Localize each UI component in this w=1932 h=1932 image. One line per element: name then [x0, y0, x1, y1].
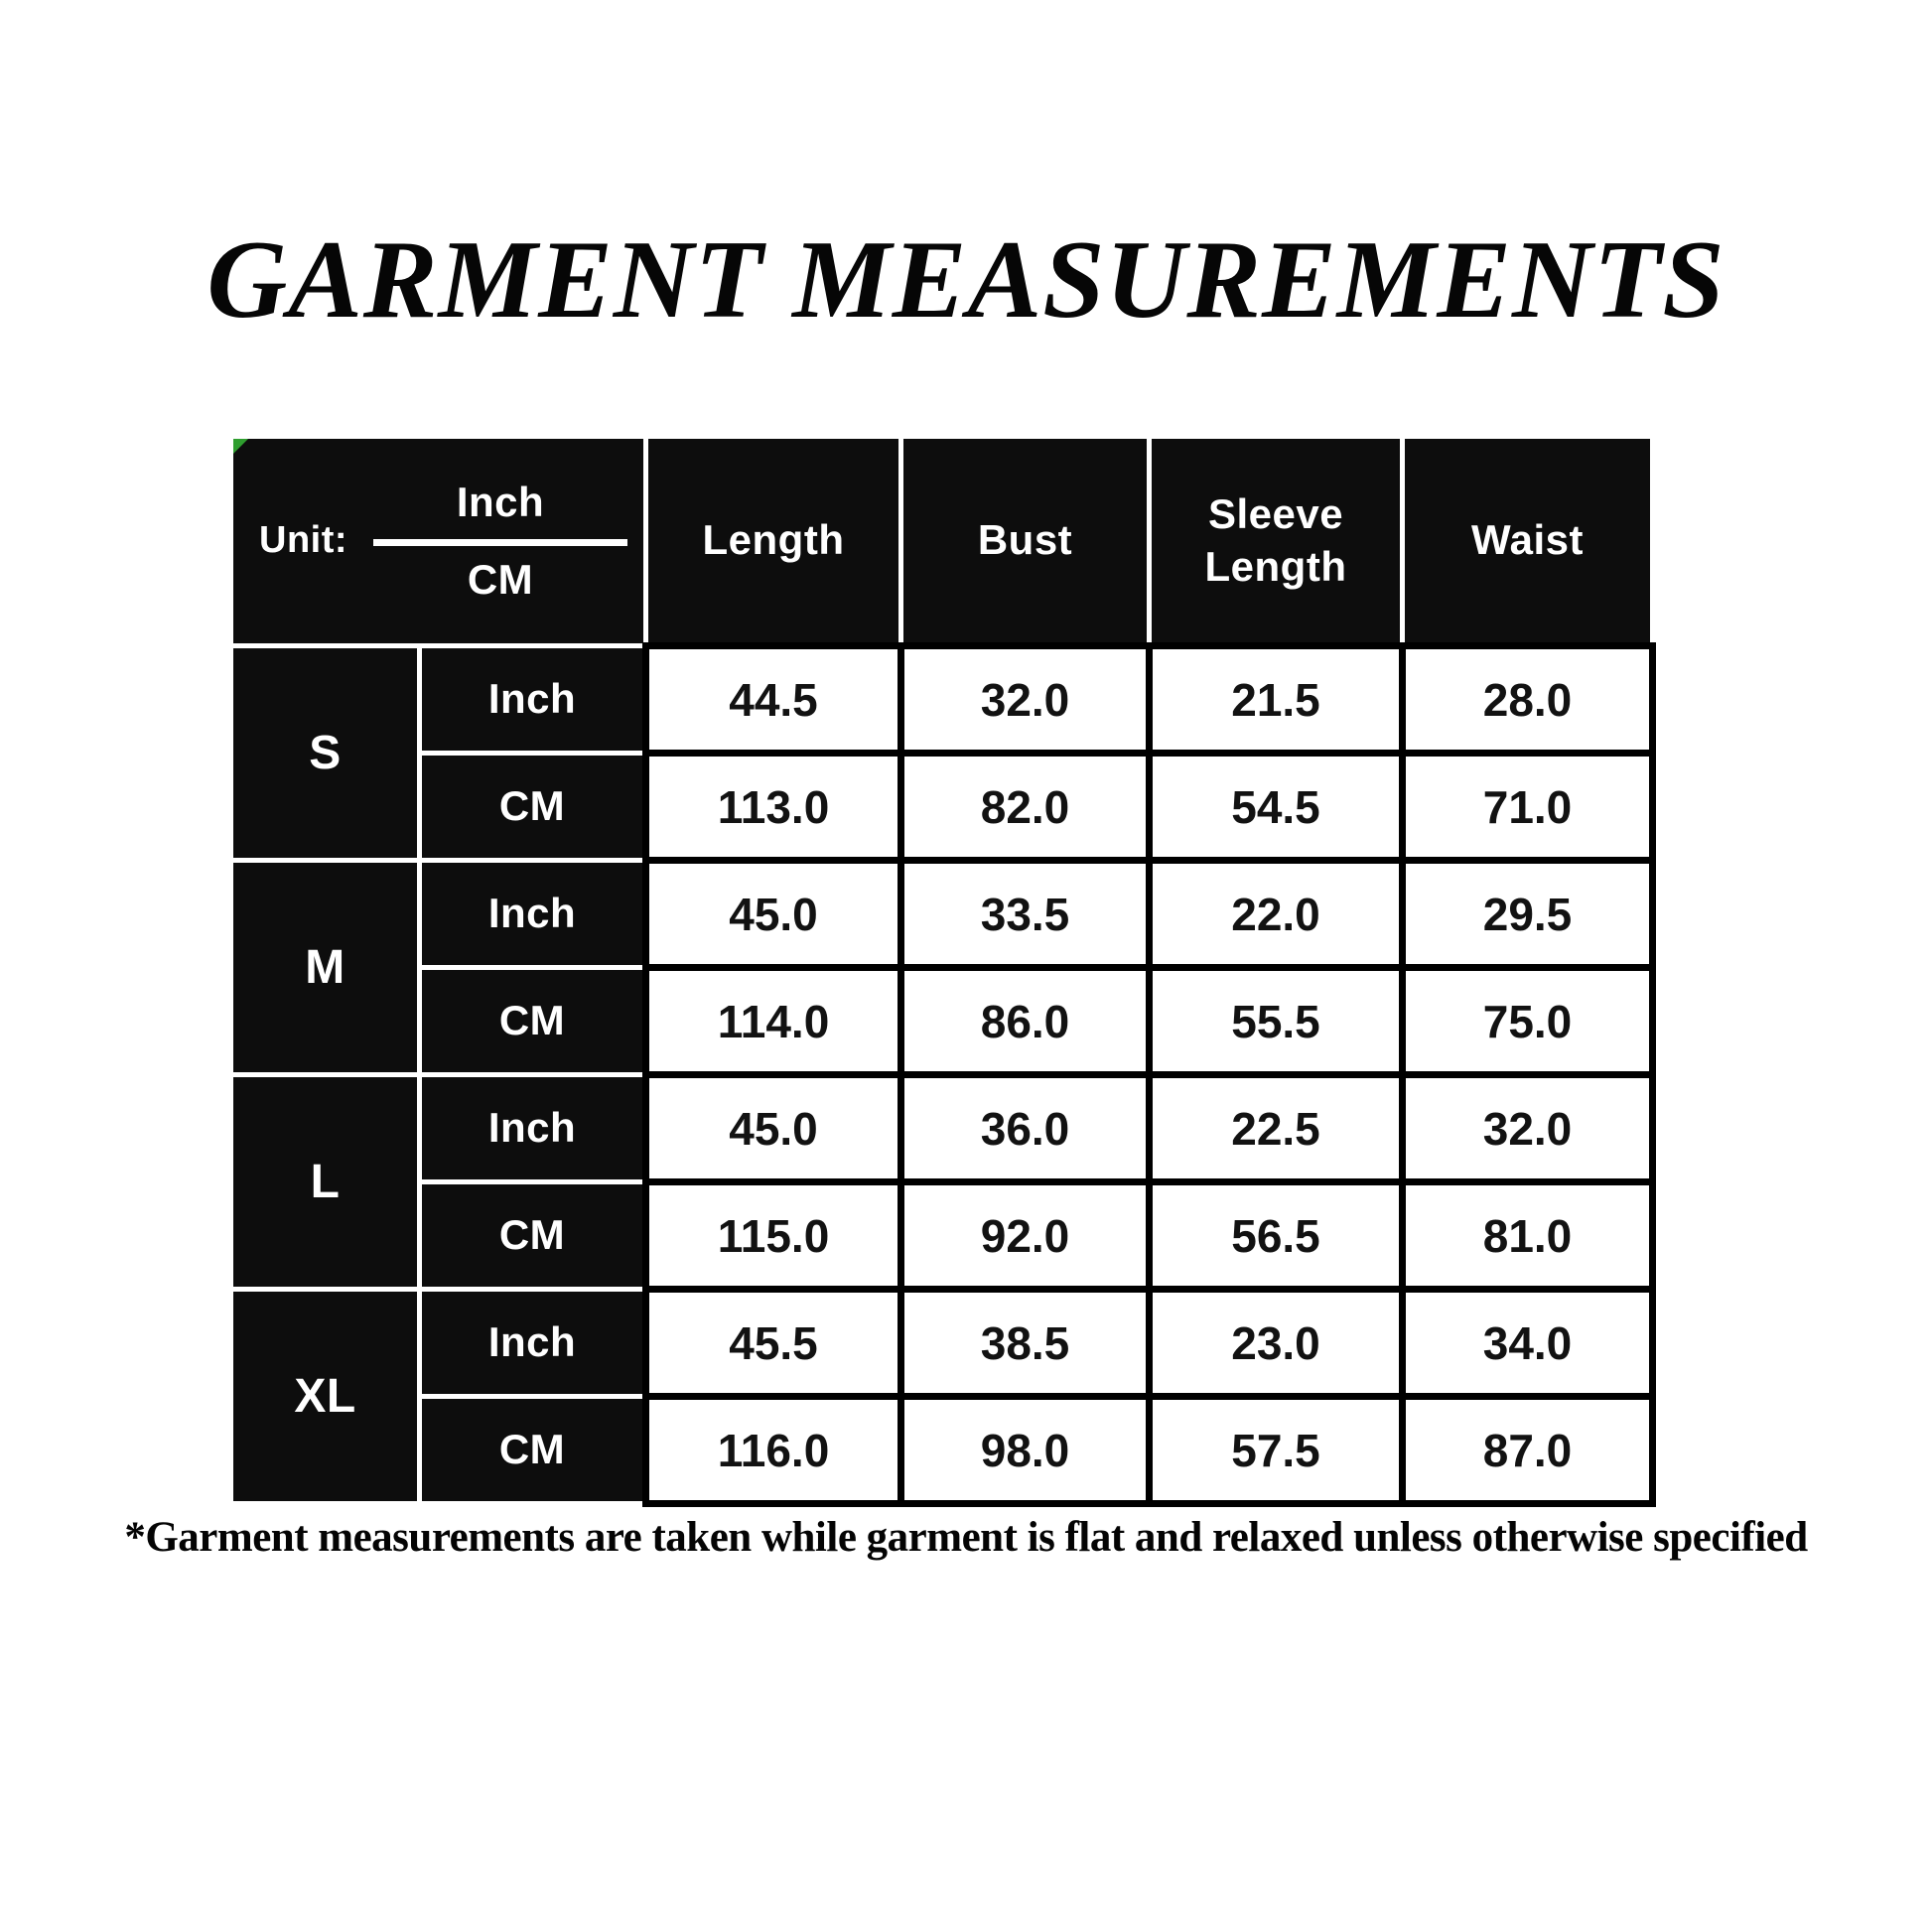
value-l-inch-sleeve: 22.5 — [1150, 1075, 1403, 1182]
table-row-m-cm — [231, 968, 1653, 1075]
size-cell-m: M — [231, 861, 420, 1075]
value-xl-cm-sleeve: 57.5 — [1150, 1397, 1403, 1504]
value-xl-inch-length: 45.5 — [646, 1290, 901, 1397]
unit-header-cell — [231, 437, 646, 646]
value-xl-cm-length: 116.0 — [646, 1397, 901, 1504]
table-row-xl-inch — [231, 1290, 1653, 1397]
value-xl-cm-waist: 87.0 — [1403, 1397, 1653, 1504]
green-corner-marker — [233, 439, 248, 454]
value-l-cm-waist: 81.0 — [1403, 1182, 1653, 1290]
unit-label: Unit: — [259, 519, 348, 562]
value-s-cm-waist: 71.0 — [1403, 754, 1653, 861]
value-s-inch-sleeve: 21.5 — [1150, 646, 1403, 754]
size-cell-s: S — [231, 646, 420, 861]
unit-cm-label: CM — [467, 555, 534, 603]
size-chart-container — [228, 434, 1650, 1501]
value-l-cm-sleeve: 56.5 — [1150, 1182, 1403, 1290]
value-l-inch-bust: 36.0 — [901, 1075, 1150, 1182]
unit-inch-label: Inch — [373, 477, 627, 546]
table-row-l-inch — [231, 1075, 1653, 1182]
value-l-cm-length: 115.0 — [646, 1182, 901, 1290]
table-header-row — [231, 437, 1653, 646]
unit-cell-inch: Inch — [420, 861, 646, 968]
table-row-s-inch — [231, 646, 1653, 754]
unit-cell-cm: CM — [420, 754, 646, 861]
unit-cell-inch: Inch — [420, 1075, 646, 1182]
unit-cell-inch: Inch — [420, 1290, 646, 1397]
unit-cell-cm: CM — [420, 968, 646, 1075]
value-s-inch-length: 44.5 — [646, 646, 901, 754]
value-m-inch-bust: 33.5 — [901, 861, 1150, 968]
value-m-cm-length: 114.0 — [646, 968, 901, 1075]
value-xl-inch-bust: 38.5 — [901, 1290, 1150, 1397]
unit-cell-cm: CM — [420, 1397, 646, 1504]
table-row-m-inch — [231, 861, 1653, 968]
value-xl-cm-bust: 98.0 — [901, 1397, 1150, 1504]
size-cell-xl: XL — [231, 1290, 420, 1504]
value-l-inch-waist: 32.0 — [1403, 1075, 1653, 1182]
value-s-cm-sleeve: 54.5 — [1150, 754, 1403, 861]
value-m-cm-waist: 75.0 — [1403, 968, 1653, 1075]
table-row-xl-cm — [231, 1397, 1653, 1504]
value-s-cm-bust: 82.0 — [901, 754, 1150, 861]
value-l-inch-length: 45.0 — [646, 1075, 901, 1182]
unit-cell-cm: CM — [420, 1182, 646, 1290]
value-s-cm-length: 113.0 — [646, 754, 901, 861]
unit-cell-inch: Inch — [420, 646, 646, 754]
unit-fraction — [373, 477, 627, 606]
value-s-inch-waist: 28.0 — [1403, 646, 1653, 754]
table-row-l-cm — [231, 1182, 1653, 1290]
size-cell-l: L — [231, 1075, 420, 1290]
value-m-cm-bust: 86.0 — [901, 968, 1150, 1075]
value-m-inch-length: 45.0 — [646, 861, 901, 968]
header-cell-sleeve-length: Sleeve Length — [1150, 437, 1403, 646]
value-s-inch-bust: 32.0 — [901, 646, 1150, 754]
page-title: GARMENT MEASUREMENTS — [207, 218, 1725, 342]
garment-size-table — [228, 434, 1656, 1507]
header-cell-bust: Bust — [901, 437, 1150, 646]
value-xl-inch-waist: 34.0 — [1403, 1290, 1653, 1397]
value-xl-inch-sleeve: 23.0 — [1150, 1290, 1403, 1397]
table-row-s-cm — [231, 754, 1653, 861]
value-l-cm-bust: 92.0 — [901, 1182, 1150, 1290]
value-m-cm-sleeve: 55.5 — [1150, 968, 1403, 1075]
value-m-inch-sleeve: 22.0 — [1150, 861, 1403, 968]
header-cell-length: Length — [646, 437, 901, 646]
value-m-inch-waist: 29.5 — [1403, 861, 1653, 968]
header-cell-waist: Waist — [1403, 437, 1653, 646]
measurement-footnote: *Garment measurements are taken while garment is flat and relaxed unless otherwise specified — [124, 1514, 1808, 1561]
